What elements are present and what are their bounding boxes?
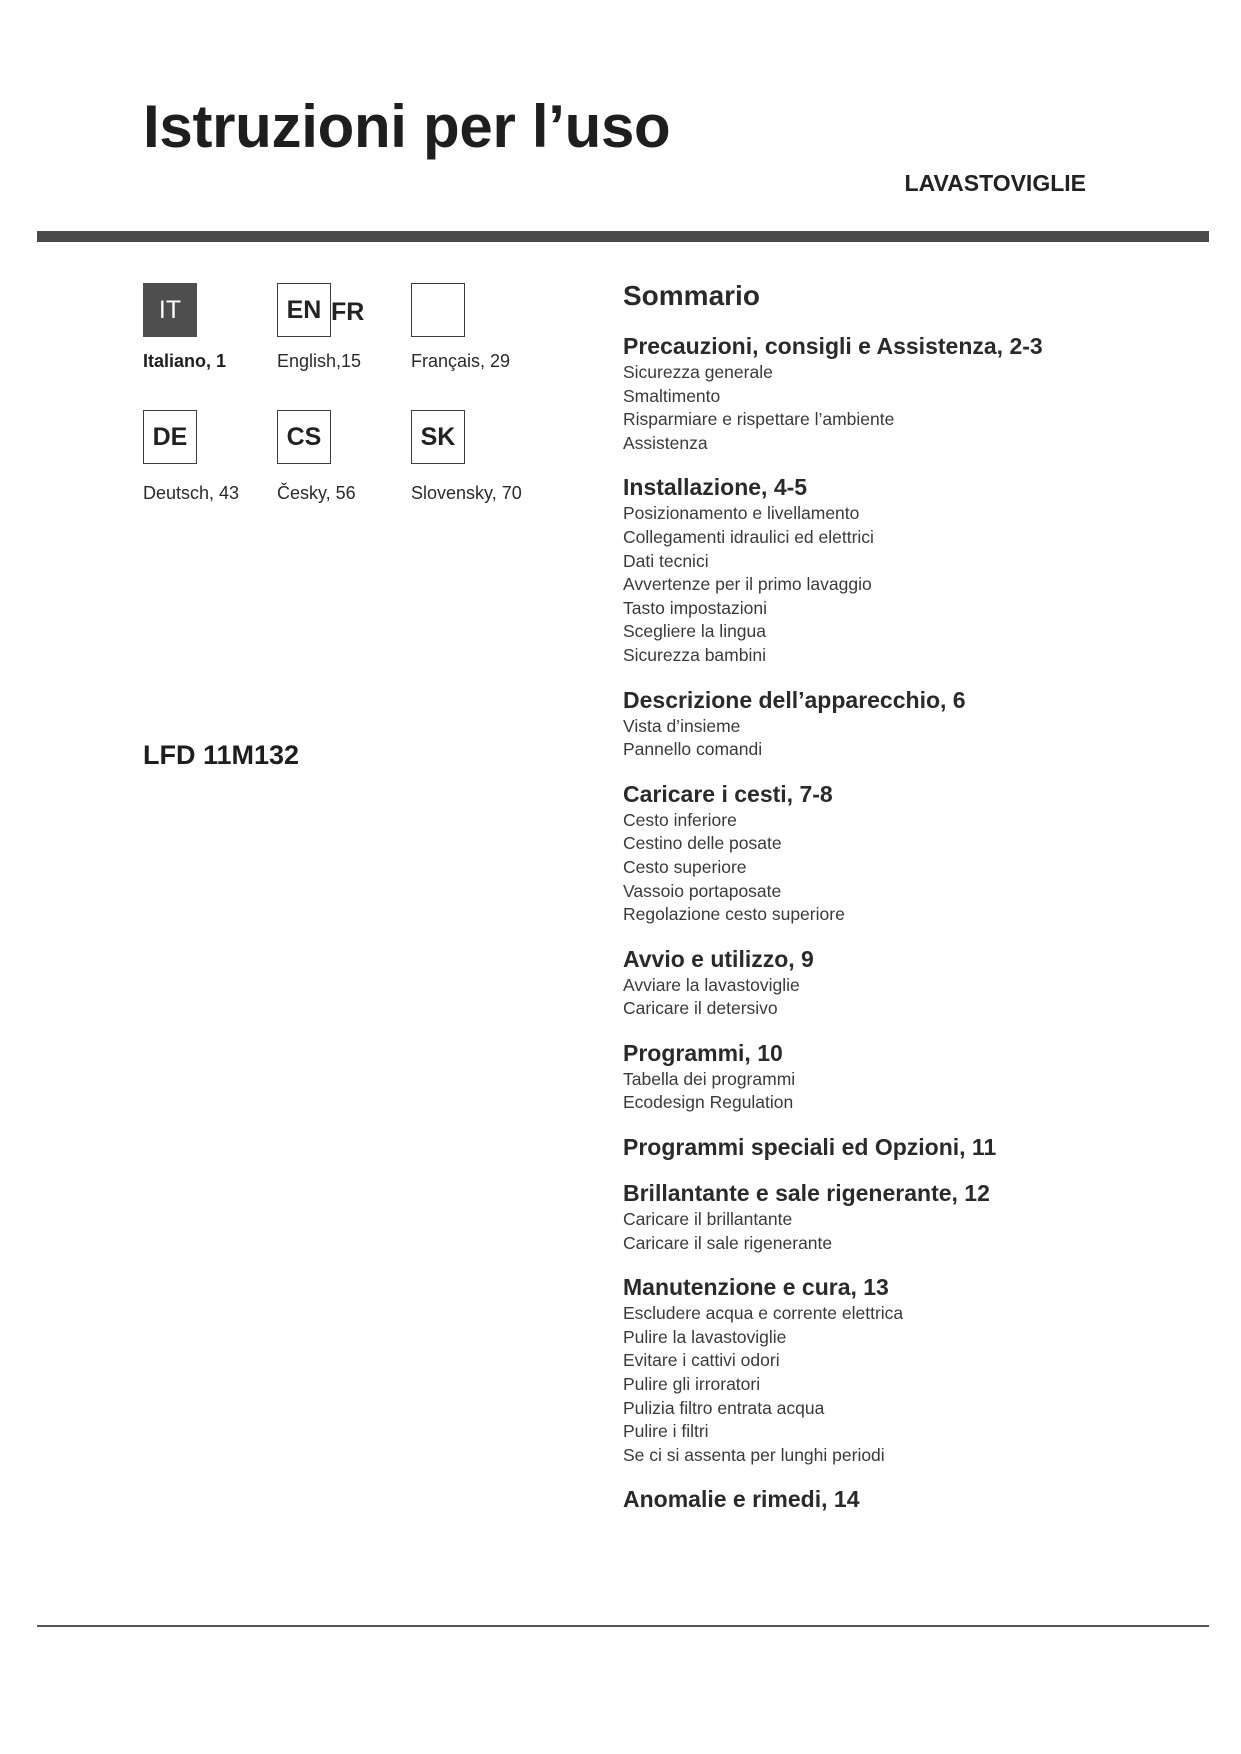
toc-item-list bbox=[623, 809, 1183, 927]
toc-item[interactable]: Avvertenze per il primo lavaggio bbox=[623, 574, 872, 595]
toc-sections bbox=[623, 332, 1183, 1513]
toc-section bbox=[623, 473, 1183, 667]
lang-label-de[interactable]: Deutsch, 43 bbox=[143, 483, 240, 503]
toc-item[interactable]: Escludere acqua e corrente elettrica bbox=[623, 1303, 904, 1324]
toc-item[interactable]: Regolazione cesto superiore bbox=[623, 904, 845, 925]
toc-section bbox=[623, 332, 1183, 455]
toc-item-list bbox=[623, 715, 1183, 762]
toc-item[interactable]: Cesto inferiore bbox=[623, 809, 737, 830]
toc-item[interactable]: Caricare il brillantante bbox=[623, 1209, 793, 1230]
table-of-contents bbox=[623, 280, 1183, 1531]
lang-box-it[interactable]: IT bbox=[143, 283, 197, 337]
toc-section bbox=[623, 1039, 1183, 1115]
bottom-divider bbox=[37, 1625, 1209, 1627]
lang-box-fr[interactable] bbox=[411, 283, 465, 337]
toc-title: Sommario bbox=[623, 280, 760, 311]
lang-box-de[interactable]: DE bbox=[143, 410, 197, 464]
model-number: LFD 11M132 bbox=[143, 740, 300, 770]
toc-item[interactable]: Vista d’insieme bbox=[623, 715, 741, 736]
toc-item-list bbox=[623, 1208, 1183, 1255]
toc-section-heading[interactable]: Anomalie e rimedi, 14 bbox=[623, 1486, 860, 1513]
toc-item[interactable]: Cestino delle posate bbox=[623, 833, 782, 854]
toc-item[interactable]: Scegliere la lingua bbox=[623, 621, 767, 642]
lang-code-fr: FR bbox=[331, 298, 365, 326]
toc-item[interactable]: Risparmiare e rispettare l’ambiente bbox=[623, 409, 895, 430]
toc-section-heading[interactable]: Brillantante e sale rigenerante, 12 bbox=[623, 1180, 990, 1207]
toc-item-list bbox=[623, 974, 1183, 1021]
toc-item[interactable]: Posizionamento e livellamento bbox=[623, 503, 860, 524]
top-divider bbox=[37, 231, 1209, 242]
toc-section bbox=[623, 1485, 1183, 1513]
toc-item[interactable]: Avviare la lavastoviglie bbox=[623, 974, 800, 995]
toc-item[interactable]: Caricare il sale rigenerante bbox=[623, 1232, 833, 1253]
toc-section-heading[interactable]: Descrizione dell’apparecchio, 6 bbox=[623, 686, 966, 713]
lang-box-cs[interactable]: CS bbox=[277, 410, 331, 464]
toc-section-heading[interactable]: Caricare i cesti, 7-8 bbox=[623, 780, 833, 807]
toc-section bbox=[623, 686, 1183, 762]
toc-item-list bbox=[623, 1068, 1183, 1115]
toc-item[interactable]: Pannello comandi bbox=[623, 739, 763, 760]
toc-item[interactable]: Sicurezza bambini bbox=[623, 644, 766, 665]
toc-item[interactable]: Tabella dei programmi bbox=[623, 1068, 796, 1089]
lang-label-fr[interactable]: Français, 29 bbox=[411, 351, 511, 371]
toc-section bbox=[623, 780, 1183, 927]
product-type: LAVASTOVIGLIE bbox=[904, 170, 1086, 196]
toc-section-heading[interactable]: Programmi speciali ed Opzioni, 11 bbox=[623, 1134, 997, 1161]
toc-section bbox=[623, 1273, 1183, 1467]
toc-section bbox=[623, 1179, 1183, 1255]
toc-item-list bbox=[623, 361, 1183, 455]
toc-section-heading[interactable]: Precauzioni, consigli e Assistenza, 2-3 bbox=[623, 333, 1043, 359]
toc-section-heading[interactable]: Avvio e utilizzo, 9 bbox=[623, 945, 814, 972]
lang-label-cs[interactable]: Česky, 56 bbox=[277, 483, 356, 503]
toc-item[interactable]: Caricare il detersivo bbox=[623, 998, 778, 1019]
toc-item[interactable]: Sicurezza generale bbox=[623, 362, 773, 382]
toc-item[interactable]: Pulizia filtro entrata acqua bbox=[623, 1397, 825, 1418]
toc-item-list bbox=[623, 502, 1183, 667]
lang-label-it[interactable]: Italiano, 1 bbox=[143, 351, 227, 371]
lang-label-sk[interactable]: Slovensky, 70 bbox=[411, 483, 522, 503]
toc-item[interactable]: Dati tecnici bbox=[623, 550, 709, 571]
toc-section-heading[interactable]: Manutenzione e cura, 13 bbox=[623, 1274, 889, 1301]
document-title: Istruzioni per l’uso bbox=[143, 93, 671, 160]
toc-item[interactable]: Cesto superiore bbox=[623, 856, 747, 877]
lang-label-en[interactable]: English,15 bbox=[277, 351, 362, 371]
toc-item-list bbox=[623, 1302, 1183, 1467]
toc-item[interactable]: Tasto impostazioni bbox=[623, 597, 767, 618]
toc-section-heading[interactable]: Installazione, 4-5 bbox=[623, 474, 808, 501]
toc-section bbox=[623, 945, 1183, 1021]
lang-box-sk[interactable]: SK bbox=[411, 410, 465, 464]
toc-section-heading[interactable]: Programmi, 10 bbox=[623, 1039, 783, 1066]
toc-item[interactable]: Collegamenti idraulici ed elettrici bbox=[623, 526, 874, 547]
toc-item[interactable]: Evitare i cattivi odori bbox=[623, 1350, 780, 1371]
toc-item[interactable]: Smaltimento bbox=[623, 385, 721, 406]
toc-item[interactable]: Assistenza bbox=[623, 432, 708, 453]
toc-item[interactable]: Pulire la lavastoviglie bbox=[623, 1326, 787, 1347]
toc-item[interactable]: Pulire gli irroratori bbox=[623, 1374, 761, 1395]
lang-box-en[interactable]: EN bbox=[277, 283, 331, 337]
toc-item[interactable]: Vassoio portaposate bbox=[623, 880, 782, 901]
toc-item[interactable]: Pulire i filtri bbox=[623, 1421, 709, 1442]
toc-section bbox=[623, 1133, 1183, 1161]
toc-item[interactable]: Ecodesign Regulation bbox=[623, 1092, 794, 1113]
toc-item[interactable]: Se ci si assenta per lunghi periodi bbox=[623, 1444, 885, 1465]
